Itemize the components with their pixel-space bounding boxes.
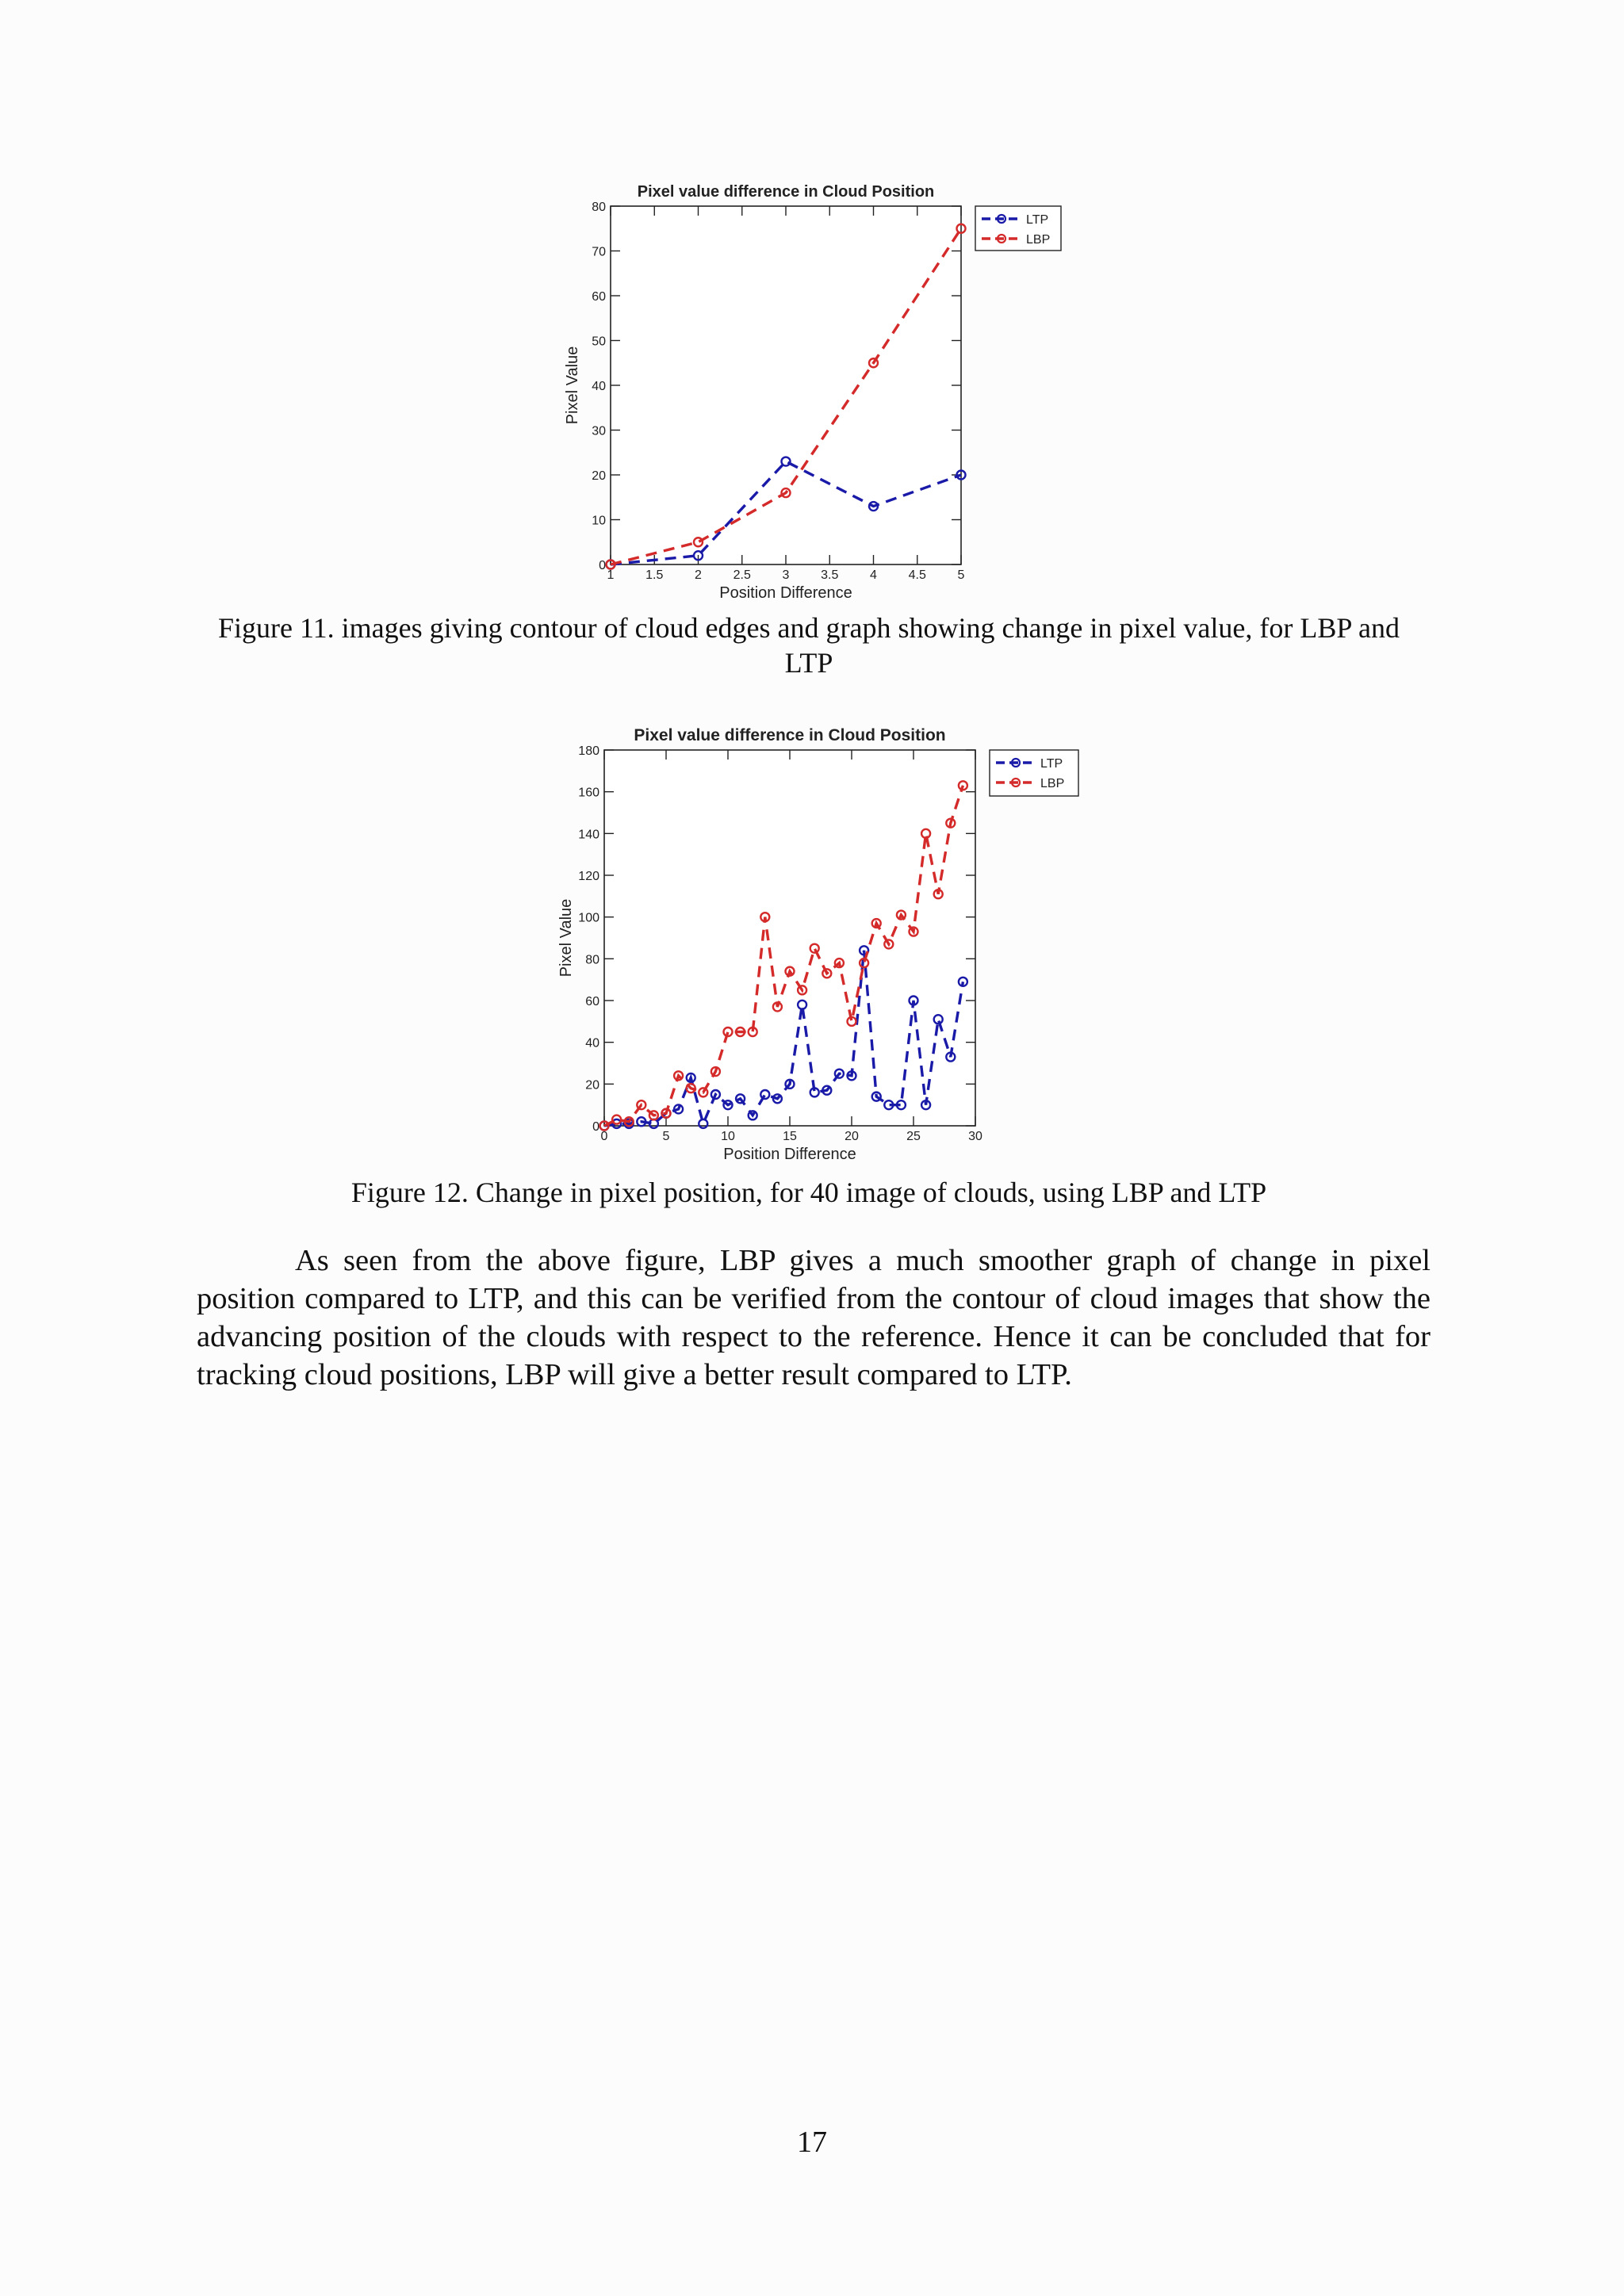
figure-11-chart [547,176,1071,612]
x-tick-label: 3 [782,568,790,582]
x-tick-label: 10 [721,1130,735,1143]
y-tick-label: 100 [578,911,599,925]
x-tick-label: 4.5 [908,568,926,582]
y-tick-label: 0 [599,559,606,572]
page-number: 17 [797,2126,827,2159]
y-tick-label: 20 [585,1078,599,1093]
y-tick-label: 0 [592,1120,599,1134]
y-tick-label: 60 [592,290,606,304]
y-tick-label: 140 [578,828,599,842]
x-tick-label: 2 [695,568,702,582]
y-tick-label: 30 [592,424,606,438]
y-tick-label: 120 [578,870,599,883]
y-tick-label: 80 [585,953,599,967]
legend-label-ltp: LTP [1040,757,1063,771]
x-tick-label: 2.5 [733,568,751,582]
y-tick-label: 60 [585,995,599,1008]
x-tick-label: 5 [662,1130,670,1143]
x-tick-label: 0 [600,1130,608,1143]
figure-11-caption: Figure 11. images giving contour of cloud edges and graph showing change in pixel value, for LBP and LTP [217,612,1400,679]
chart-title: Pixel value difference in Cloud Position [634,726,946,744]
legend-label-ltp: LTP [1026,213,1049,227]
y-axis-label: Pixel Value [557,898,575,978]
x-tick-label: 15 [783,1130,797,1143]
y-tick-label: 50 [592,335,606,349]
x-tick-label: 30 [968,1130,982,1143]
chart-title: Pixel value difference in Cloud Position [637,183,935,201]
legend-box [990,750,1078,796]
y-tick-label: 40 [585,1036,599,1050]
y-axis-label: Pixel Value [564,346,581,425]
y-tick-label: 180 [578,744,599,758]
y-tick-label: 20 [592,469,606,483]
figure-12-caption: Figure 12. Change in pixel position, for 40 image of clouds, using LBP and LTP [350,1177,1267,1208]
y-tick-label: 10 [592,514,606,528]
figure-12-chart [539,717,1094,1169]
paragraph-text: As seen from the above figure, LBP gives a much smoother graph of change in pixel position compared to LTP, and this can be verified from the contour of cloud images that show the advancing position of the clouds with respect to the reference. Hence it can be concluded that for tracking cloud positions, LBP will give a better result compared to LTP. [197,1244,1431,1391]
legend-label-lbp: LBP [1040,777,1065,790]
x-tick-label: 4 [870,568,877,582]
y-tick-label: 70 [592,245,606,259]
y-tick-label: 40 [592,380,606,393]
x-tick-label: 20 [845,1130,859,1143]
plot-area-frame [611,206,961,564]
body-paragraph [197,1242,1431,1394]
plot-area-frame [604,750,975,1126]
x-tick-label: 5 [957,568,965,582]
x-axis-label: Position Difference [723,1146,856,1163]
legend-label-lbp: LBP [1026,233,1051,247]
y-tick-label: 160 [578,786,599,800]
x-tick-label: 1 [607,568,615,582]
x-tick-label: 3.5 [821,568,839,582]
x-tick-label: 1.5 [645,568,664,582]
y-tick-label: 80 [592,201,606,214]
x-axis-label: Position Difference [719,584,852,602]
x-tick-label: 25 [906,1130,921,1143]
